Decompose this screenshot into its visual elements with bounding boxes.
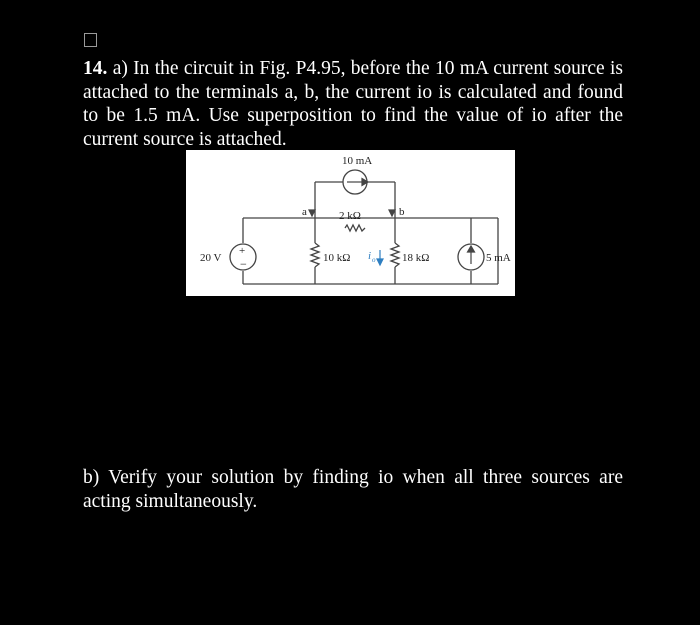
part-a-text: a) In the circuit in Fig. P4.95, before the 10 mA current source is attached to the terminals a, b, the current io is calculated and found to be 1.5 mA. Use superposition to find the value of io after the current source is attached. [83,58,623,150]
label-5mA: 5 mA [486,252,511,264]
label-2k: 2 kΩ [339,210,361,222]
label-io-sub: o [372,256,376,264]
resistor-18k [391,243,399,267]
resistor-10k [311,243,319,267]
label-io: i [368,250,372,262]
label-20V: 20 V [200,252,222,264]
label-node-a: a [302,206,307,218]
circuit-figure [186,150,515,296]
plus-sign: + [239,245,246,257]
problem-number: 14. [83,58,108,79]
resistor-2k [345,225,365,231]
node-a-arrow [309,210,315,216]
label-10mA: 10 mA [342,155,373,167]
label-18k: 18 kΩ [402,252,430,264]
label-node-b: b [399,206,405,218]
problem-part-a [83,57,623,151]
minus-sign: − [240,257,247,271]
io-arrow [377,250,383,265]
circuit-diagram [186,150,515,296]
label-10k: 10 kΩ [323,252,351,264]
node-b-arrow [389,210,395,216]
answer-checkbox[interactable] [84,33,97,47]
problem-part-b: b) Verify your solution by finding io when all three sources are acting simultaneously. [83,467,623,512]
